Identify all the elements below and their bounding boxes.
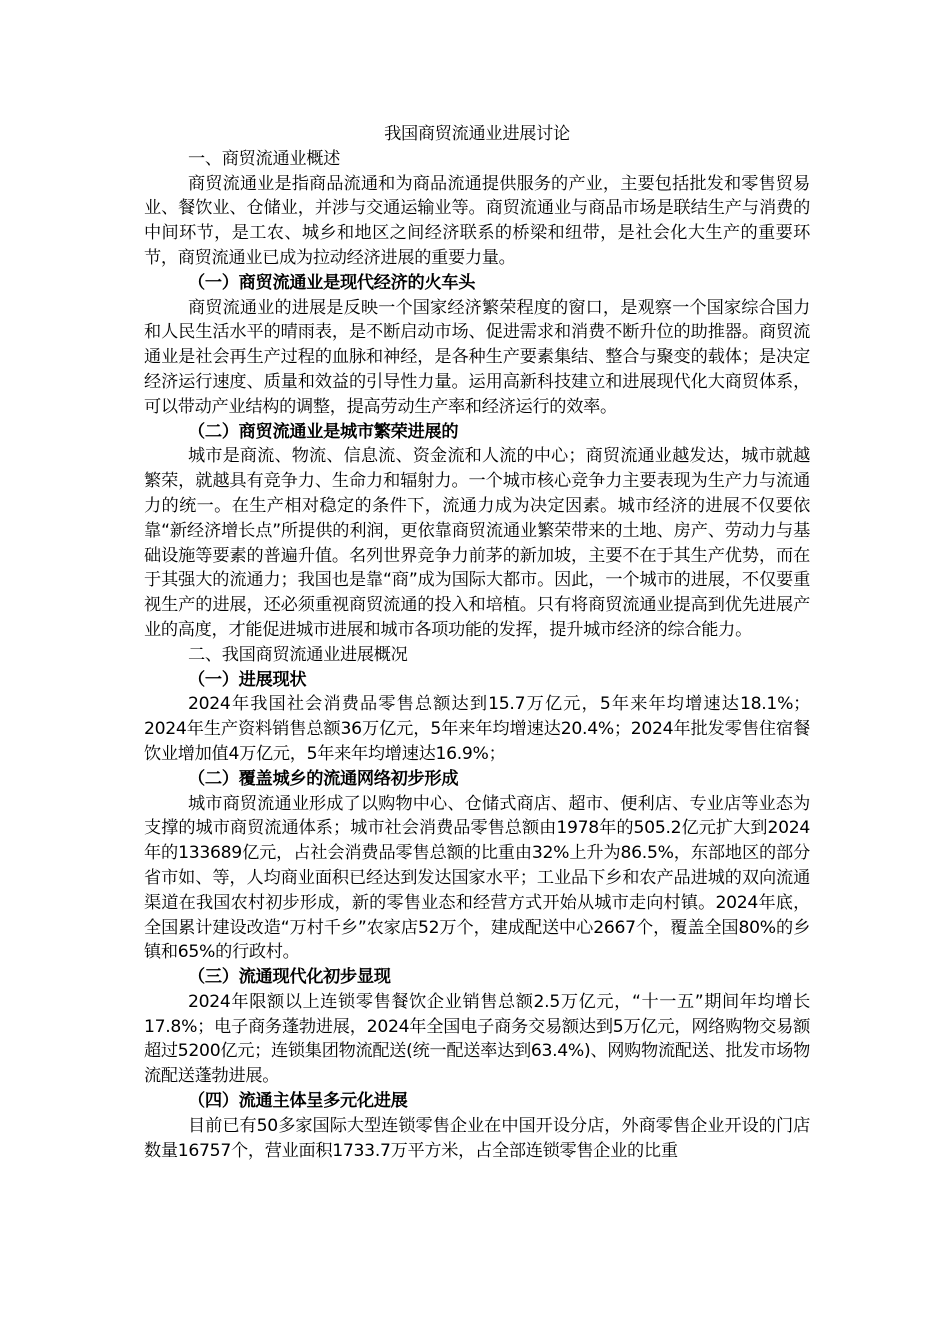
subheading-2-1: （一）进展现状 <box>188 669 307 690</box>
section-heading-1: 一、商贸流通业概述 <box>188 148 340 169</box>
section-heading-2: 二、我国商贸流通业进展概况 <box>188 644 408 665</box>
paragraph-2-4: 目前已有50多家国际大型连锁零售企业在中国开设分店，外商零售企业开设的门店数量16757个，营业面积1733.7万平方米，占全部连锁零售企业的比重 <box>144 1115 810 1161</box>
paragraph-1-1: 商贸流通业的进展是反映一个国家经济繁荣程度的窗口，是观察一个国家综合国力和人民生活水平的晴雨表，是不断启动市场、促进需求和消费不断升位的助推器。商贸流通业是社会再生产过程的血脉和神经，是各种生产要素集结、整合与聚变的载体；是决定经济运行速度、质量和效益的引导性力量。运用高新科技建立和进展现代化大商贸体系，可以带动产业结构的调整，提高劳动生产率和经济运行的效率。 <box>144 297 810 417</box>
subheading-2-4: （四）流通主体呈多元化进展 <box>188 1091 408 1112</box>
paragraph-overview: 商贸流通业是指商品流通和为商品流通提供服务的产业，主要包括批发和零售贸易业、餐饮业、仓储业，并涉与交通运输业等。商贸流通业与商品市场是联结生产与消费的中间环节，是工农、城乡和地区之间经济联系的桥梁和纽带，是社会化大生产的重要环节，商贸流通业已成为拉动经济进展的重要力量。 <box>144 173 810 268</box>
paragraph-2-3: 2024年限额以上连锁零售餐饮企业销售总额2.5万亿元，“十一五”期间年均增长17.8%；电子商务蓬勃进展，2024年全国电子商务交易额达到5万亿元，网络购物交易额超过5200亿元；连锁集团物流配送(统一配送率达到63.4%)、网购物流配送、批发市场物流配送蓬勃进展。 <box>144 991 810 1087</box>
subheading-2-3: （三）流通现代化初步显现 <box>188 967 391 988</box>
paragraph-2-1: 2024年我国社会消费品零售总额达到15.7万亿元，5年来年均增速达18.1%；2024年生产资料销售总额36万亿元，5年来年均增速达20.4%；2024年批发零售住宿餐饮业增加值4万亿元，5年来年均增速达16.9%； <box>144 694 810 764</box>
subheading-1-1: （一）商贸流通业是现代经济的火车头 <box>188 272 476 293</box>
document-title: 我国商贸流通业进展讨论 <box>384 124 570 144</box>
subheading-2-2: （二）覆盖城乡的流通网络初步形成 <box>188 768 459 789</box>
paragraph-1-2: 城市是商流、物流、信息流、资金流和人流的中心；商贸流通业越发达，城市就越繁荣，就越具有竞争力、生命力和辐射力。一个城市核心竞争力主要表现为生产力与流通力的统一。在生产相对稳定的条件下，流通力成为决定因素。城市经济的进展不仅要依靠“新经济增长点”所提供的利润，更依靠商贸流通业繁荣带来的土地、房产、劳动力与基础设施等要素的普遍升值。名列世界竞争力前茅的新加坡，主要不在于其生产优势，而在于其强大的流通力；我国也是靠“商”成为国际大都市。因此，一个城市的进展，不仅要重视生产的进展，还必须重视商贸流通的投入和培植。只有将商贸流通业提高到优先进展产业的高度，才能促进城市进展和城市各项功能的发挥，提升城市经济的综合能力。 <box>144 446 810 640</box>
paragraph-2-2: 城市商贸流通业形成了以购物中心、仓储式商店、超市、便利店、专业店等业态为支撑的城市商贸流通体系；城市社会消费品零售总额由1978年的505.2亿元扩大到2024年的133689亿元，占社会消费品零售总额的比重由32%上升为86.5%，东部地区的部分省市如、等，人均商业面积已经达到发达国家水平；工业品下乡和农产品进城的双向流通渠道在我国农村初步形成，新的零售业态和经营方式开始从城市走向村镇。2024年底，全国累计建设改造“万村千乡”农家店52万个，建成配送中心2667个，覆盖全国80%的乡镇和65%的行政村。 <box>144 793 810 963</box>
subheading-1-2: （二）商贸流通业是城市繁荣进展的 <box>188 421 459 442</box>
document-body <box>144 122 810 1163</box>
